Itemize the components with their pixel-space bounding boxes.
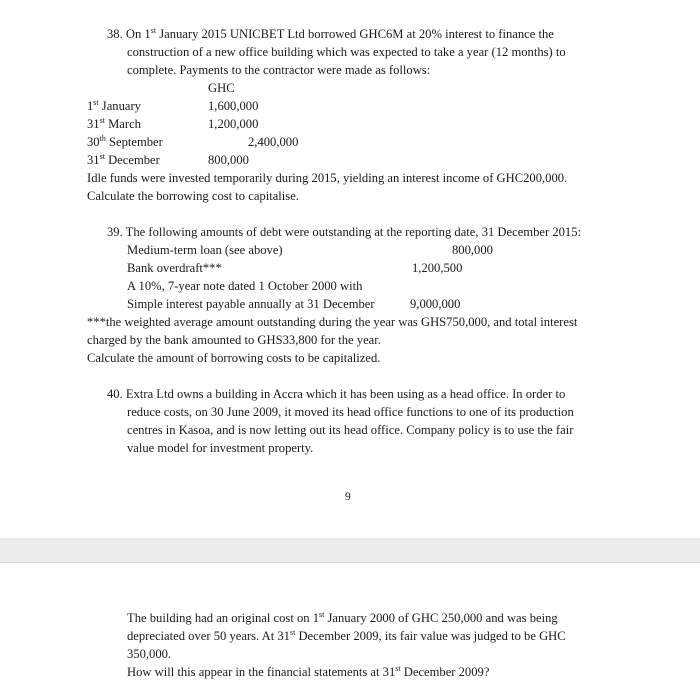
q38-closing-line: Idle funds were invested temporarily during 2015, yielding an interest income of GHC200,000.	[87, 171, 568, 185]
q40-line: centres in Kasoa, and is now letting out its head office. Company policy is to use the fair	[127, 423, 574, 437]
q40-line: reduce costs, on 30 June 2009, it moved its head office functions to one of its production	[127, 405, 574, 419]
debt-item-label: Medium-term loan (see above)	[127, 243, 283, 257]
payment-amount: 800,000	[208, 153, 249, 167]
page-number: 9	[345, 491, 351, 503]
payment-amount: 1,200,000	[208, 117, 259, 131]
q40-line: 40. Extra Ltd owns a building in Accra which it has been using as a head office. In order to	[107, 387, 566, 401]
q38-line-3: complete. Payments to the contractor were made as follows:	[127, 63, 431, 77]
debt-item-label: Simple interest payable annually at 31 December	[127, 297, 375, 311]
q38-line-2: construction of a new office building which was expected to take a year (12 months) to	[127, 45, 566, 59]
payment-date: 30th September	[87, 133, 163, 149]
q39-note-line: Calculate the amount of borrowing costs to be capitalized.	[87, 351, 381, 365]
payment-amount: 2,400,000	[248, 135, 299, 149]
document-page-2	[0, 562, 700, 695]
continuation-line: The building had an original cost on 1st January 2000 of GHC 250,000 and was being	[127, 609, 558, 625]
q40-line: value model for investment property.	[127, 441, 314, 455]
q38-closing-line: Calculate the borrowing cost to capitalise.	[87, 189, 299, 203]
q39-note-line: charged by the bank amounted to GHS33,800 for the year.	[87, 333, 381, 347]
currency-header: GHC	[208, 81, 235, 95]
page-separator	[0, 538, 700, 562]
payment-date: 31st March	[87, 115, 141, 131]
payment-date: 31st December	[87, 151, 160, 167]
continuation-line: How will this appear in the financial statements at 31st December 2009?	[127, 663, 490, 679]
payment-amount: 1,600,000	[208, 99, 259, 113]
q39-note-line: ***the weighted average amount outstanding during the year was GHS750,000, and total interest	[87, 315, 578, 329]
continuation-line: depreciated over 50 years. At 31st December 2009, its fair value was judged to be GHC	[127, 627, 566, 643]
q39-intro: 39. The following amounts of debt were outstanding at the reporting date, 31 December 2015:	[107, 225, 582, 239]
continuation-line: 350,000.	[127, 647, 172, 661]
debt-item-amount: 9,000,000	[410, 297, 461, 311]
debt-item-label: A 10%, 7-year note dated 1 October 2000 with	[127, 279, 363, 293]
debt-item-label: Bank overdraft***	[127, 261, 222, 275]
debt-item-amount: 1,200,500	[412, 261, 463, 275]
debt-item-amount: 800,000	[452, 243, 493, 257]
q38-line-1: 38. On 1st January 2015 UNICBET Ltd borrowed GHC6M at 20% interest to finance the	[107, 25, 554, 41]
payment-date: 1st January	[87, 97, 141, 113]
